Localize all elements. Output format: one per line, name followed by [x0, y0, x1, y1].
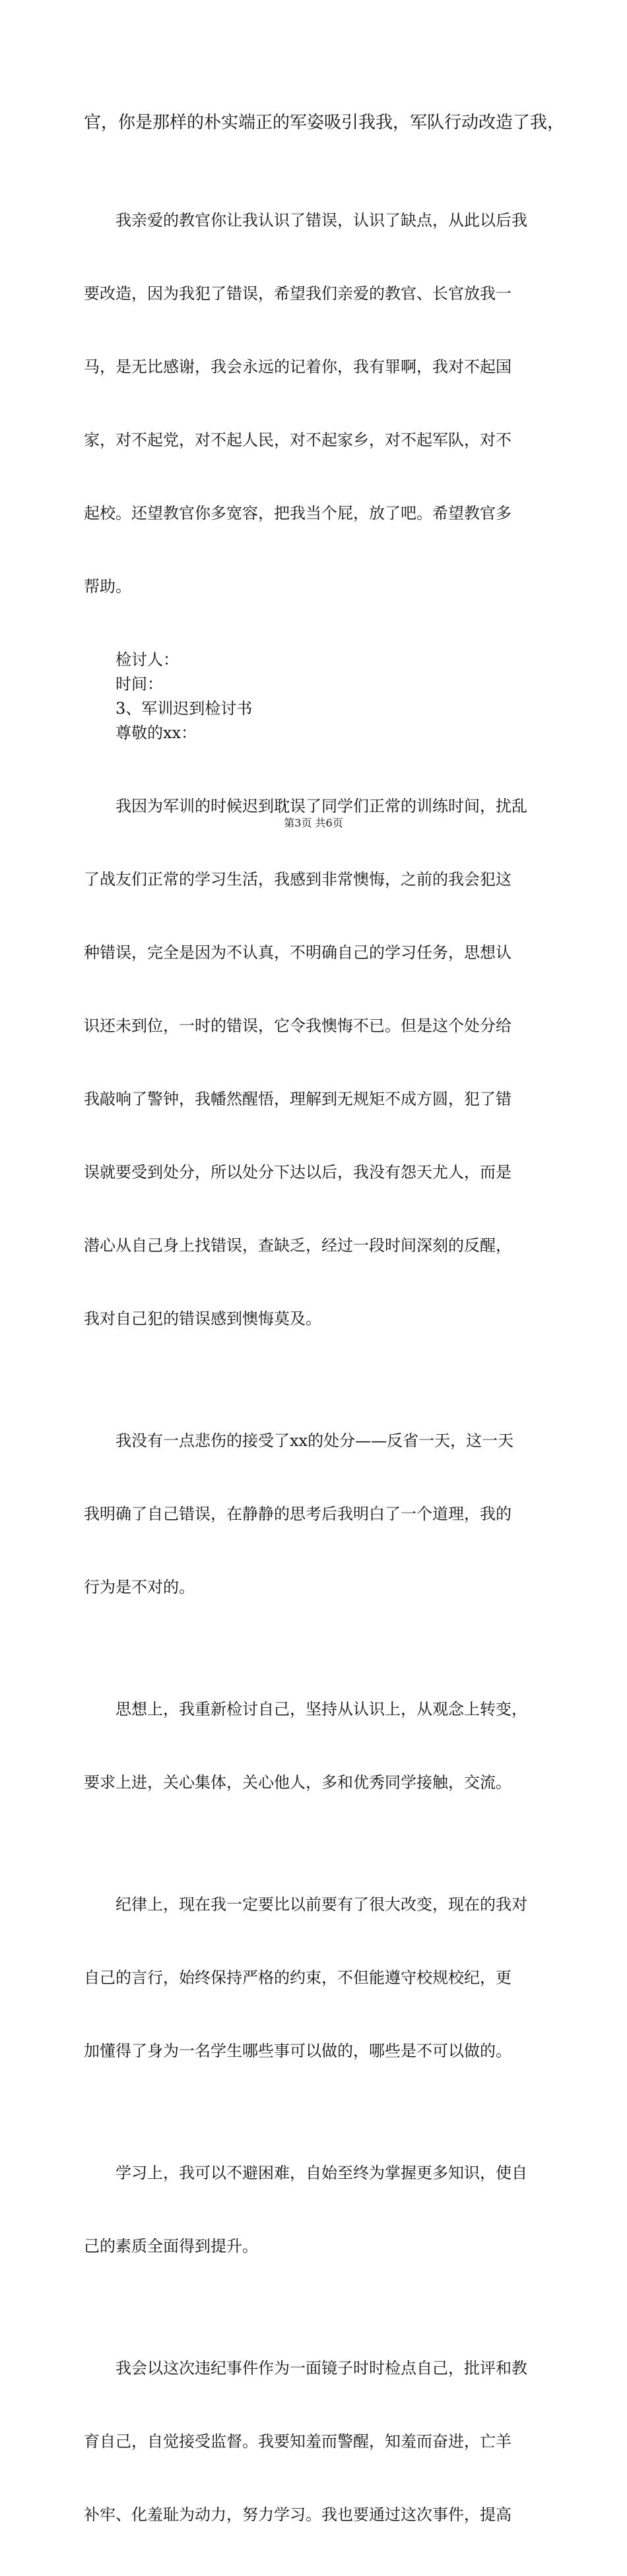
paragraph-study: [84, 2112, 552, 2308]
text-line: 我因为军训的时候迟到耽误了同学们正常的训练时间，扰乱: [84, 797, 527, 815]
text-line: 我亲爱的教官你让我认识了错误，认识了缺点，从此以后我: [84, 211, 527, 230]
text-line: 我对自己犯的错误感到懊悔莫及。: [84, 1309, 321, 1328]
text-line: 育自己，自觉接受监督。我要知羞而警醒，知羞而奋进，亡羊: [84, 2432, 512, 2451]
text-line: 学习上，我可以不避困难，自始至终为掌握更多知识，使自: [84, 2164, 527, 2182]
salutation: 尊敬的xx：: [84, 724, 197, 742]
text-line: 识还未到位，一时的错误，它令我懊悔不已。但是这个处分给: [84, 1017, 512, 1035]
paragraph-resolution: [84, 2308, 552, 2576]
text-line: 加懂得了身为一名学生哪些事可以做的，哪些是不可以做的。: [84, 2042, 512, 2060]
text-line: 家，对不起党，对不起人民，对不起家乡，对不起军队，对不: [84, 431, 512, 449]
text-line: 补牢、化羞耻为动力，努力学习。我也要通过这次事件，提高: [84, 2505, 512, 2524]
text-line: 马，是无比感谢，我会永远的记着你，我有罪啊，我对不起国: [84, 358, 512, 376]
continuation-line: 官，你是那样的朴实端正的军姿吸引我我，军队行动改造了我，: [84, 113, 565, 133]
text-line: 误就要受到处分，所以处分下达以后，我没有怨天尤人，而是: [84, 1163, 512, 1181]
text-line: 自己的言行，始终保持严格的约束，不但能遵守校规校纪，更: [84, 1968, 512, 1987]
text-line: 我会以这次违纪事件作为一面镜子时时检点自己，批评和教: [84, 2359, 527, 2377]
text-line: 要求上进，关心集体，关心他人，多和优秀同学接触，交流。: [84, 1773, 512, 1792]
text-line: 种错误，完全是因为不认真，不明确自己的学习任务，思想认: [84, 943, 512, 962]
text-line: 潜心从自己身上找错误，查缺乏，经过一段时间深刻的反醒，: [84, 1236, 512, 1255]
text-line: 己的素质全面得到提升。: [84, 2237, 258, 2255]
page-footer: [0, 817, 627, 830]
paragraph-apology-to-instructor: [84, 160, 552, 648]
page-number: 第3页 共6页: [284, 817, 343, 829]
time-line: 时间：: [84, 675, 163, 693]
paragraph-reflection: [84, 1380, 552, 1649]
text-line: 要改造，因为我犯了错误，希望我们亲爱的教官、长官放我一: [84, 284, 512, 303]
text-line: 我没有一点悲伤的接受了xx的处分——反省一天，这一天: [84, 1431, 514, 1450]
paragraph-thinking: [84, 1649, 552, 1844]
text-line: 起校。还望教官你多宽容，把我当个屁，放了吧。希望教官多: [84, 504, 512, 522]
text-line: 纪律上，现在我一定要比以前要有了很大改变，现在的我对: [84, 1895, 527, 1914]
paragraph-late-reason: [84, 745, 552, 1380]
text-line: 了战友们正常的学习生活，我感到非常懊悔，之前的我会犯这: [84, 870, 512, 889]
text-line: 思想上，我重新检讨自己，坚持从认识上，从观念上转变，: [84, 1700, 527, 1718]
text-line: 帮助。: [84, 577, 131, 596]
signature-line: 检讨人：: [84, 650, 179, 669]
text-line: 行为是不对的。: [84, 1578, 195, 1596]
text-line: 我敲响了警钟，我幡然醒悟，理解到无规矩不成方圆，犯了错: [84, 1090, 512, 1108]
text-line: 我明确了自己错误，在静静的思考后我明白了一个道理，我的: [84, 1505, 512, 1523]
paragraph-discipline: [84, 1844, 552, 2112]
document-body: [84, 111, 565, 2576]
section-heading: 3、军训迟到检讨书: [84, 699, 253, 718]
